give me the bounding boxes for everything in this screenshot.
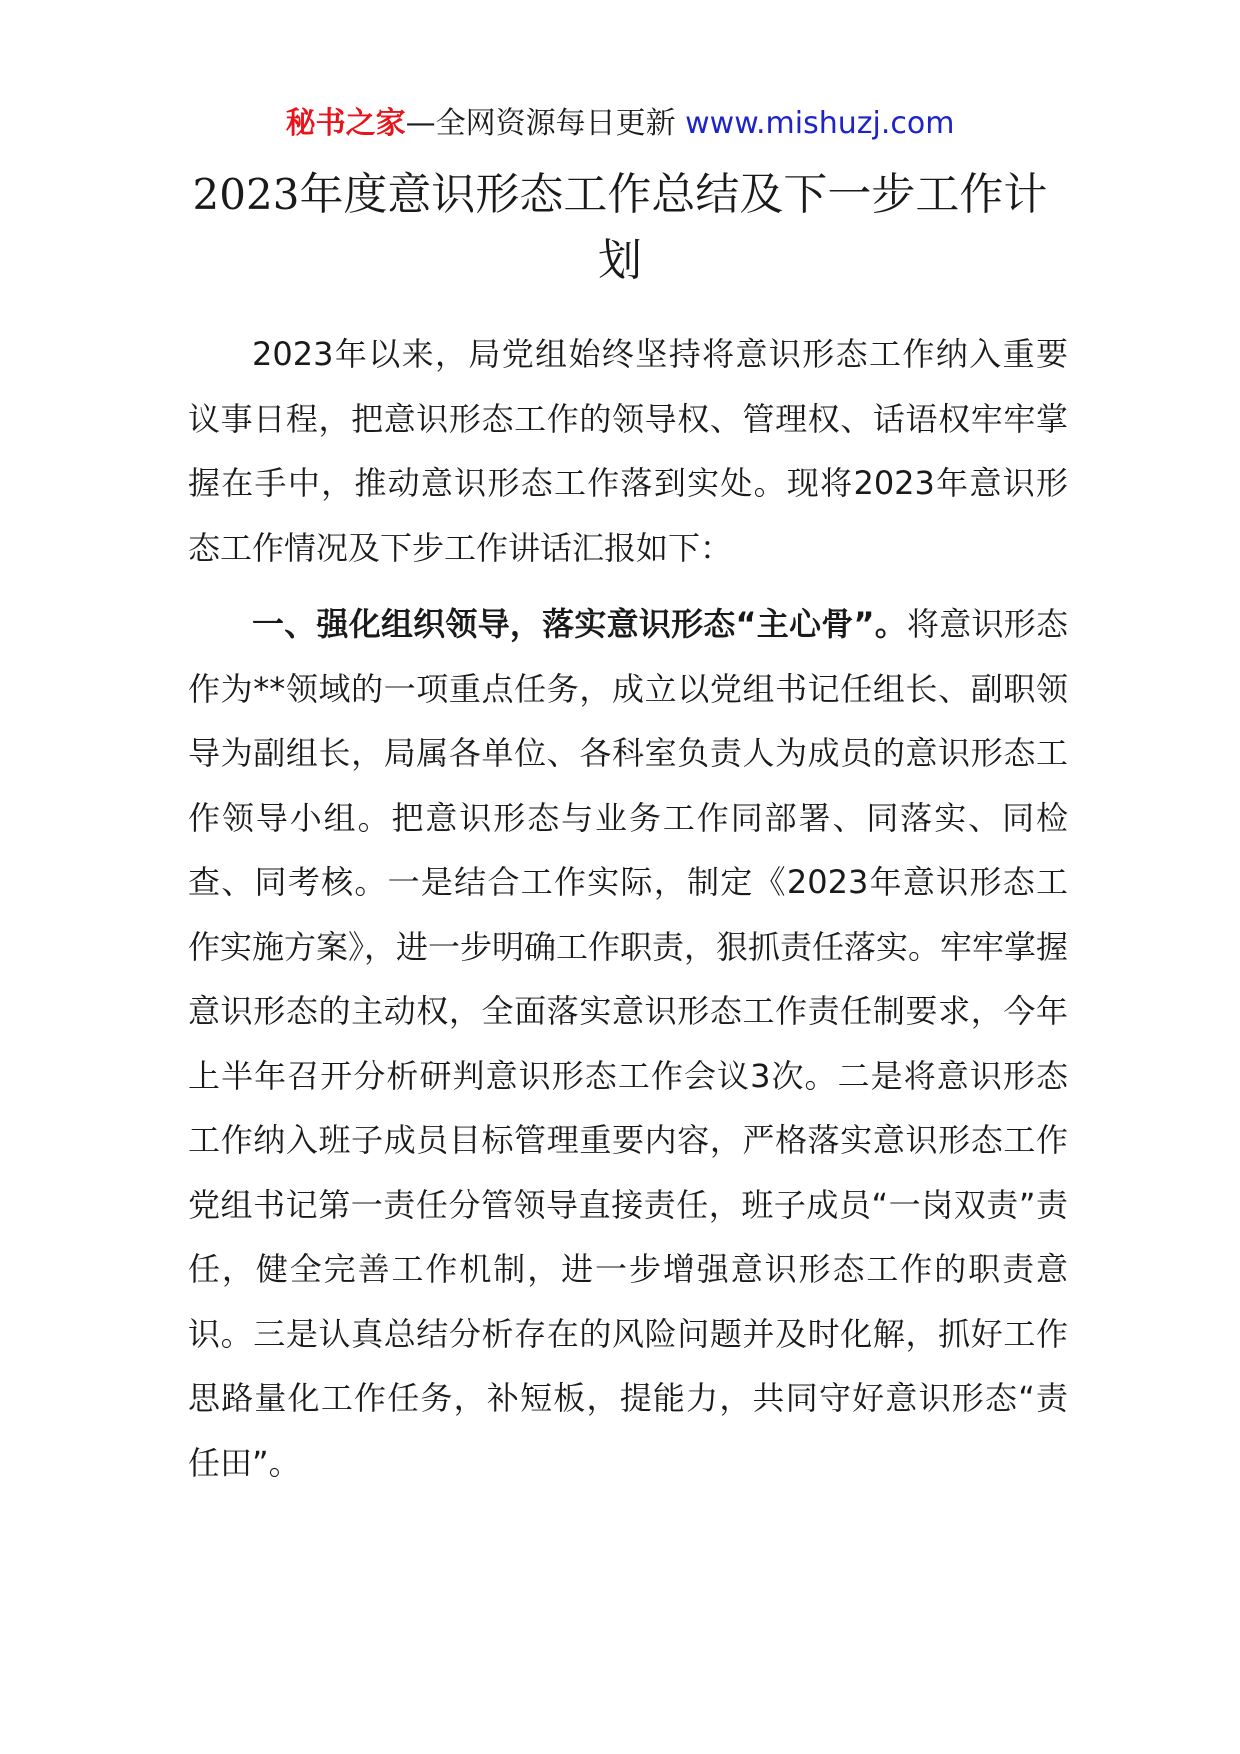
- header-tagline: —全网资源每日更新: [405, 106, 686, 141]
- title-text: 年度意识形态工作总结及下一步工作计划: [299, 169, 1048, 286]
- section-heading: 一、强化组织领导，落实意识形态“主心骨”。: [252, 605, 908, 643]
- title-year: 2023: [192, 170, 300, 219]
- paragraph-intro: [188, 322, 1068, 580]
- paragraph-text: 2023年以来，局党组始终坚持将意识形态工作纳入重要议事日程，把意识形态工作的领导权、管理权、话语权牢牢掌握在手中，推动意识形态工作落到实处。现将2023年意识形态工作情况及下步工作讲话汇报如下：: [188, 335, 1068, 567]
- website-link[interactable]: www.mishuzj.com: [685, 106, 955, 141]
- paragraph-text: 将意识形态作为**领域的一项重点任务，成立以党组书记任组长、副职领导为副组长，局属各单位、各科室负责人为成员的意识形态工作领导小组。把意识形态与业务工作同部署、同落实、同检查、同考核。一是结合工作实际，制定《2023年意识形态工作实施方案》，进一步明确工作职责，狠抓责任落实。牢牢掌握意识形态的主动权，全面落实意识形态工作责任制要求，今年上半年召开分析研判意识形态工作会议3次。二是将意识形态工作纳入班子成员目标管理重要内容，严格落实意识形态工作党组书记第一责任分管领导直接责任，班子成员“一岗双责”责任，健全完善工作机制，进一步增强意识形态工作的职责意识。三是认真总结分析存在的风险问题并及时化解，抓好工作思路量化工作任务，补短板，提能力，共同守好意识形态“责任田”。: [188, 605, 1069, 1482]
- document-title: [180, 162, 1060, 294]
- brand-name: 秘书之家: [285, 106, 406, 141]
- paragraph-section-1: [188, 592, 1068, 1495]
- document-body: [188, 322, 1068, 1495]
- watermark-header: [0, 104, 1240, 144]
